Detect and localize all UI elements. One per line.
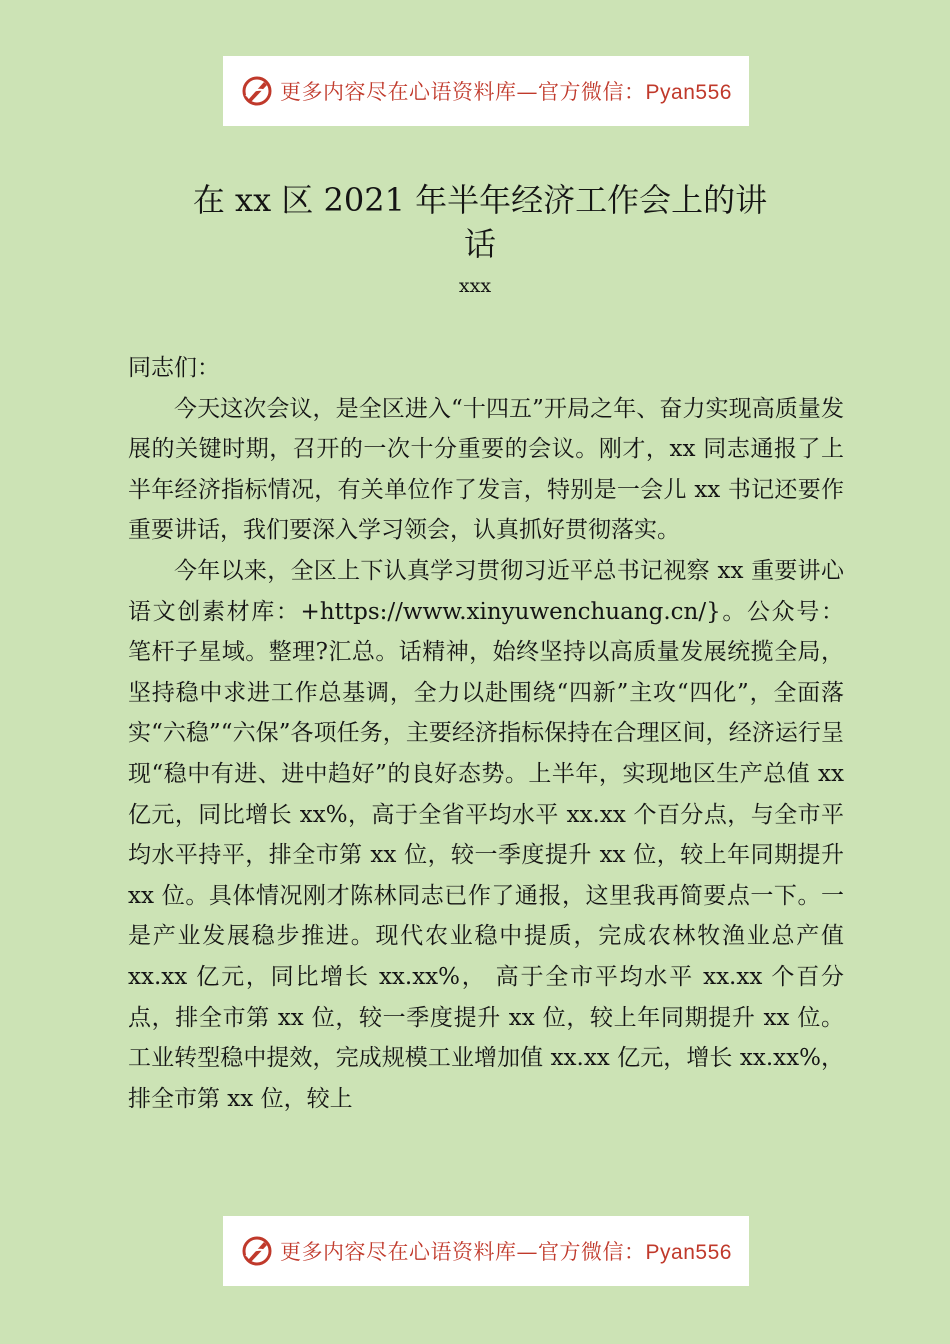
banner-text — [280, 1236, 732, 1266]
salutation: 同志们： — [128, 355, 220, 381]
paragraph-1: 今天这次会议，是全区进入“十四五”开局之年、奋力实现高质量发展的关键时期，召开的一次十分重要的会议。刚才，xx 同志通报了上半年经济指标情况，有关单位作了发言，特别是一会儿 xx 书记还要作重要讲话，我们要深入学习领会，认真抓好贯彻落实。 — [128, 395, 844, 544]
pen-globe-icon — [240, 74, 274, 108]
author: xxx — [458, 275, 492, 297]
wechat-id: Pyan556 — [645, 1241, 732, 1264]
paragraph-2: 今年以来，全区上下认真学习贯彻习近平总书记视察 xx 重要讲心语文创素材库：+https://www.xinyuwenchuang.cn/}。公众号：笔杆子星域。整理?汇总。话精神，始终坚持以高质量发展统揽全局，坚持稳中求进工作总基调，全力以赴围绕“四新”主攻“四化”，全面落实“六稳”“六保”各项任务，主要经济指标保持在合理区间，经济运行呈现“稳中有进、进中趋好”的良好态势。上半年，实现地区生产总值 xx 亿元，同比增长 xx%，高于全省平均水平 xx.xx 个百分点，与全市平均水平持平，排全市第 xx 位，较一季度提升 xx 位，较上年同期提升 xx 位。具体情况刚才陈林同志已作了通报，这里我再简要点一下。一是产业发展稳步推进。现代农业稳中提质，完成农林牧渔业总产值 xx.xx 亿元，同比增长 xx.xx%， 高于全市平均水平 xx.xx 个百分点，排全市第 xx 位，较一季度提升 xx 位，较上年同期提升 xx 位。工业转型稳中提效，完成规模工业增加值 xx.xx 亿元，增长 xx.xx%，排全市第 xx 位，较上 — [128, 557, 844, 1112]
banner-label: 更多内容尽在心语资料库—官方微信： — [280, 80, 646, 104]
banner-text — [280, 76, 732, 106]
title-line-1: 在 xx 区 2021 年半年经济工作会上的讲 — [192, 181, 768, 219]
header-banner — [223, 56, 749, 126]
document-body — [128, 348, 844, 1119]
footer-banner — [223, 1216, 749, 1286]
wechat-id: Pyan556 — [645, 81, 732, 104]
document-title — [150, 178, 810, 266]
pen-globe-icon — [240, 1234, 274, 1268]
title-line-2: 话 — [463, 225, 496, 263]
banner-label: 更多内容尽在心语资料库—官方微信： — [280, 1240, 646, 1264]
